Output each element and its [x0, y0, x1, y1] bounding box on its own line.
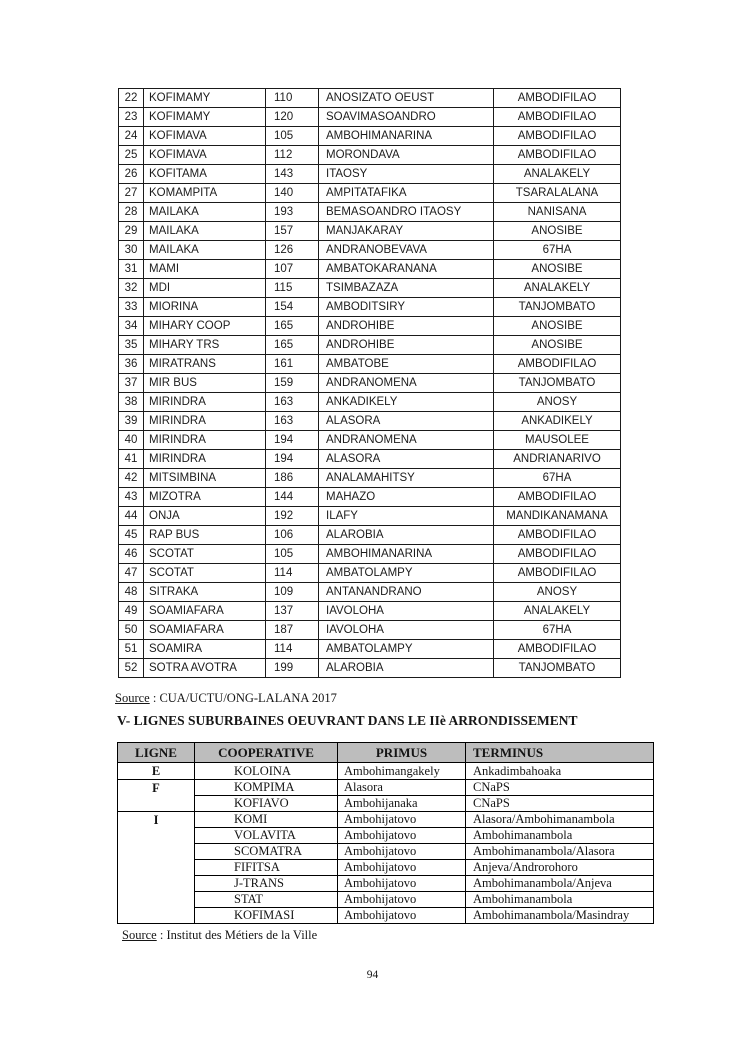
cell-terminus: ANKADIKELY — [494, 412, 621, 431]
cell-terminus: 67HA — [494, 621, 621, 640]
cell-terminus: Alasora/Ambohimanambola — [466, 812, 654, 828]
cell-line-number: 163 — [266, 393, 319, 412]
cell-primus: AMBOHIMANARINA — [319, 545, 494, 564]
cell-primus: AMBATOLAMPY — [319, 640, 494, 659]
table-row — [119, 450, 621, 469]
cell-row-number: 52 — [119, 659, 144, 678]
cell-primus: ALASORA — [319, 450, 494, 469]
cell-cooperative: SITRAKA — [144, 583, 266, 602]
cell-cooperative: KOFIMAMY — [144, 108, 266, 127]
cell-primus: ALASORA — [319, 412, 494, 431]
cell-cooperative: MIRINDRA — [144, 450, 266, 469]
source-label: Source — [115, 691, 150, 705]
cell-ligne: E — [118, 763, 195, 780]
table-row — [119, 431, 621, 450]
cell-row-number: 25 — [119, 146, 144, 165]
cell-primus: ALAROBIA — [319, 526, 494, 545]
cell-line-number: 157 — [266, 222, 319, 241]
cell-cooperative: ONJA — [144, 507, 266, 526]
suburban-lines-table — [117, 742, 654, 924]
cell-terminus: TANJOMBATO — [494, 374, 621, 393]
table-row — [119, 393, 621, 412]
cell-cooperative: MAMI — [144, 260, 266, 279]
cell-terminus: CNaPS — [466, 796, 654, 812]
cell-primus: ANDROHIBE — [319, 336, 494, 355]
cell-terminus: CNaPS — [466, 780, 654, 796]
cell-primus: ANDRANOBEVAVA — [319, 241, 494, 260]
cell-cooperative: MIRINDRA — [144, 393, 266, 412]
cell-primus: ANALAMAHITSY — [319, 469, 494, 488]
cell-row-number: 38 — [119, 393, 144, 412]
cell-row-number: 35 — [119, 336, 144, 355]
cell-cooperative: KOMI — [195, 812, 338, 828]
cell-cooperative: RAP BUS — [144, 526, 266, 545]
cell-primus: ANDRANOMENA — [319, 431, 494, 450]
header-ligne: LIGNE — [118, 743, 195, 763]
urban-lines-table-body — [119, 89, 621, 678]
cell-terminus: Ambohimanambola/Anjeva — [466, 876, 654, 892]
cell-cooperative: KOFIMASI — [195, 908, 338, 924]
cell-line-number: 193 — [266, 203, 319, 222]
cell-terminus: AMBODIFILAO — [494, 89, 621, 108]
table-row — [118, 812, 654, 828]
cell-cooperative: MIHARY TRS — [144, 336, 266, 355]
table-row — [119, 279, 621, 298]
table-row — [119, 165, 621, 184]
cell-cooperative: MIORINA — [144, 298, 266, 317]
cell-terminus: AMBODIFILAO — [494, 488, 621, 507]
cell-row-number: 40 — [119, 431, 144, 450]
cell-terminus: ANALAKELY — [494, 165, 621, 184]
cell-line-number: 186 — [266, 469, 319, 488]
cell-row-number: 43 — [119, 488, 144, 507]
cell-primus: ANKADIKELY — [319, 393, 494, 412]
cell-row-number: 27 — [119, 184, 144, 203]
cell-primus: ANOSIZATO OEUST — [319, 89, 494, 108]
cell-line-number: 137 — [266, 602, 319, 621]
table-row — [119, 298, 621, 317]
cell-row-number: 44 — [119, 507, 144, 526]
cell-row-number: 32 — [119, 279, 144, 298]
cell-row-number: 30 — [119, 241, 144, 260]
table-row — [119, 602, 621, 621]
cell-cooperative: MAILAKA — [144, 203, 266, 222]
cell-terminus: AMBODIFILAO — [494, 355, 621, 374]
cell-line-number: 114 — [266, 640, 319, 659]
cell-line-number: 105 — [266, 545, 319, 564]
source-line-urban — [115, 691, 337, 706]
cell-terminus: AMBODIFILAO — [494, 526, 621, 545]
table-row — [118, 763, 654, 780]
cell-cooperative: SCOTAT — [144, 564, 266, 583]
cell-line-number: 120 — [266, 108, 319, 127]
cell-primus: ALAROBIA — [319, 659, 494, 678]
table-row — [119, 412, 621, 431]
source-text: : CUA/UCTU/ONG-LALANA 2017 — [149, 691, 337, 705]
cell-primus: BEMASOANDRO ITAOSY — [319, 203, 494, 222]
cell-line-number: 105 — [266, 127, 319, 146]
cell-cooperative: J-TRANS — [195, 876, 338, 892]
cell-primus: ILAFY — [319, 507, 494, 526]
suburban-lines-table-body — [118, 763, 654, 924]
cell-terminus: ANOSY — [494, 583, 621, 602]
cell-cooperative: SOAMIAFARA — [144, 621, 266, 640]
source-line-suburban — [122, 928, 317, 943]
cell-terminus: AMBODIFILAO — [494, 545, 621, 564]
cell-cooperative: MAILAKA — [144, 241, 266, 260]
cell-terminus: ANDRIANARIVO — [494, 450, 621, 469]
table-row — [119, 469, 621, 488]
cell-primus: AMBOHIMANARINA — [319, 127, 494, 146]
table-row — [119, 545, 621, 564]
cell-primus: MORONDAVA — [319, 146, 494, 165]
cell-terminus: Ambohimanambola — [466, 828, 654, 844]
cell-primus: Alasora — [338, 780, 466, 796]
cell-terminus: ANOSIBE — [494, 260, 621, 279]
cell-line-number: 165 — [266, 336, 319, 355]
cell-terminus: NANISANA — [494, 203, 621, 222]
cell-line-number: 194 — [266, 431, 319, 450]
cell-cooperative: SCOTAT — [144, 545, 266, 564]
cell-line-number: 140 — [266, 184, 319, 203]
table-row — [119, 374, 621, 393]
cell-ligne: I — [118, 812, 195, 924]
header-primus: PRIMUS — [338, 743, 466, 763]
cell-cooperative: MIRATRANS — [144, 355, 266, 374]
cell-row-number: 36 — [119, 355, 144, 374]
cell-line-number: 199 — [266, 659, 319, 678]
cell-cooperative: KOMPIMA — [195, 780, 338, 796]
cell-terminus: AMBODIFILAO — [494, 146, 621, 165]
cell-cooperative: KOFIMAMY — [144, 89, 266, 108]
cell-terminus: Ankadimbahoaka — [466, 763, 654, 780]
cell-line-number: 107 — [266, 260, 319, 279]
cell-terminus: 67HA — [494, 241, 621, 260]
cell-row-number: 42 — [119, 469, 144, 488]
cell-row-number: 23 — [119, 108, 144, 127]
cell-cooperative: KOFIMAVA — [144, 146, 266, 165]
table-row — [119, 507, 621, 526]
cell-terminus: ANALAKELY — [494, 279, 621, 298]
cell-line-number: 192 — [266, 507, 319, 526]
cell-terminus: AMBODIFILAO — [494, 108, 621, 127]
cell-line-number: 115 — [266, 279, 319, 298]
table-row — [118, 828, 654, 844]
table-row — [119, 146, 621, 165]
table-row — [119, 355, 621, 374]
cell-primus: Ambohijatovo — [338, 876, 466, 892]
cell-row-number: 26 — [119, 165, 144, 184]
cell-terminus: Anjeva/Androrohoro — [466, 860, 654, 876]
cell-primus: IAVOLOHA — [319, 621, 494, 640]
table-row — [119, 621, 621, 640]
cell-primus: IAVOLOHA — [319, 602, 494, 621]
table-row — [119, 317, 621, 336]
cell-terminus: 67HA — [494, 469, 621, 488]
cell-line-number: 165 — [266, 317, 319, 336]
cell-ligne: F — [118, 780, 195, 812]
table-row — [119, 659, 621, 678]
cell-terminus: MAUSOLEE — [494, 431, 621, 450]
cell-terminus: TANJOMBATO — [494, 659, 621, 678]
cell-primus: AMBATOKARANANA — [319, 260, 494, 279]
cell-cooperative: KOMAMPITA — [144, 184, 266, 203]
cell-terminus: ANOSIBE — [494, 222, 621, 241]
cell-terminus: AMBODIFILAO — [494, 564, 621, 583]
cell-cooperative: MIHARY COOP — [144, 317, 266, 336]
source-label: Source — [122, 928, 157, 942]
header-terminus: TERMINUS — [466, 743, 654, 763]
table-row — [119, 203, 621, 222]
cell-row-number: 48 — [119, 583, 144, 602]
cell-primus: Ambohijatovo — [338, 828, 466, 844]
cell-primus: TSIMBAZAZA — [319, 279, 494, 298]
cell-row-number: 51 — [119, 640, 144, 659]
cell-line-number: 194 — [266, 450, 319, 469]
cell-cooperative: MAILAKA — [144, 222, 266, 241]
table-row — [119, 260, 621, 279]
cell-row-number: 31 — [119, 260, 144, 279]
table-row — [119, 564, 621, 583]
cell-line-number: 110 — [266, 89, 319, 108]
cell-line-number: 126 — [266, 241, 319, 260]
cell-row-number: 29 — [119, 222, 144, 241]
cell-cooperative: KOFITAMA — [144, 165, 266, 184]
cell-primus: ANDRANOMENA — [319, 374, 494, 393]
page-number: 94 — [366, 969, 379, 981]
cell-row-number: 34 — [119, 317, 144, 336]
cell-row-number: 41 — [119, 450, 144, 469]
cell-cooperative: SOAMIRA — [144, 640, 266, 659]
cell-line-number: 163 — [266, 412, 319, 431]
cell-line-number: 114 — [266, 564, 319, 583]
cell-row-number: 49 — [119, 602, 144, 621]
cell-primus: Ambohimangakely — [338, 763, 466, 780]
cell-terminus: Ambohimanambola/Masindray — [466, 908, 654, 924]
cell-terminus: ANOSY — [494, 393, 621, 412]
cell-primus: Ambohijatovo — [338, 844, 466, 860]
table-header-row — [118, 743, 654, 763]
cell-cooperative: KOFIAVO — [195, 796, 338, 812]
cell-line-number: 187 — [266, 621, 319, 640]
cell-primus: MANJAKARAY — [319, 222, 494, 241]
cell-cooperative: MIR BUS — [144, 374, 266, 393]
table-row — [118, 796, 654, 812]
cell-terminus: AMBODIFILAO — [494, 640, 621, 659]
cell-row-number: 37 — [119, 374, 144, 393]
cell-row-number: 24 — [119, 127, 144, 146]
cell-line-number: 159 — [266, 374, 319, 393]
table-row — [119, 241, 621, 260]
cell-row-number: 39 — [119, 412, 144, 431]
table-row — [119, 526, 621, 545]
table-row — [118, 860, 654, 876]
cell-primus: AMPITATAFIKA — [319, 184, 494, 203]
cell-terminus: AMBODIFILAO — [494, 127, 621, 146]
cell-row-number: 22 — [119, 89, 144, 108]
cell-line-number: 109 — [266, 583, 319, 602]
cell-primus: Ambohijatovo — [338, 860, 466, 876]
table-row — [118, 892, 654, 908]
cell-terminus: ANALAKELY — [494, 602, 621, 621]
cell-terminus: TSARALALANA — [494, 184, 621, 203]
urban-lines-table — [118, 88, 621, 678]
cell-row-number: 47 — [119, 564, 144, 583]
table-row — [118, 780, 654, 796]
table-row — [119, 108, 621, 127]
cell-terminus: TANJOMBATO — [494, 298, 621, 317]
cell-terminus: Ambohimanambola/Alasora — [466, 844, 654, 860]
cell-line-number: 106 — [266, 526, 319, 545]
cell-cooperative: FIFITSA — [195, 860, 338, 876]
cell-cooperative: KOFIMAVA — [144, 127, 266, 146]
cell-cooperative: MIZOTRA — [144, 488, 266, 507]
cell-primus: ANTANANDRANO — [319, 583, 494, 602]
cell-primus: MAHAZO — [319, 488, 494, 507]
table-row — [118, 844, 654, 860]
cell-cooperative: MDI — [144, 279, 266, 298]
cell-primus: SOAVIMASOANDRO — [319, 108, 494, 127]
cell-cooperative: KOLOINA — [195, 763, 338, 780]
cell-cooperative: MITSIMBINA — [144, 469, 266, 488]
table-row — [119, 127, 621, 146]
table-row — [118, 876, 654, 892]
cell-row-number: 33 — [119, 298, 144, 317]
cell-row-number: 28 — [119, 203, 144, 222]
table-row — [119, 640, 621, 659]
cell-line-number: 143 — [266, 165, 319, 184]
cell-primus: AMBATOLAMPY — [319, 564, 494, 583]
cell-primus: AMBATOBE — [319, 355, 494, 374]
cell-cooperative: VOLAVITA — [195, 828, 338, 844]
cell-row-number: 46 — [119, 545, 144, 564]
cell-line-number: 112 — [266, 146, 319, 165]
cell-primus: ITAOSY — [319, 165, 494, 184]
cell-primus: Ambohijatovo — [338, 908, 466, 924]
cell-primus: Ambohijanaka — [338, 796, 466, 812]
table-row — [119, 89, 621, 108]
source-text: : Institut des Métiers de la Ville — [156, 928, 318, 942]
cell-terminus: ANOSIBE — [494, 336, 621, 355]
table-row — [119, 184, 621, 203]
cell-row-number: 45 — [119, 526, 144, 545]
cell-cooperative: SOAMIAFARA — [144, 602, 266, 621]
cell-terminus: MANDIKANAMANA — [494, 507, 621, 526]
cell-cooperative: MIRINDRA — [144, 431, 266, 450]
table-row — [119, 222, 621, 241]
table-row — [119, 336, 621, 355]
cell-primus: ANDROHIBE — [319, 317, 494, 336]
cell-primus: Ambohijatovo — [338, 812, 466, 828]
section-heading: V- LIGNES SUBURBAINES OEUVRANT DANS LE IIè ARRONDISSEMENT — [117, 713, 578, 728]
cell-line-number: 161 — [266, 355, 319, 374]
cell-primus: AMBODITSIRY — [319, 298, 494, 317]
table-row — [118, 908, 654, 924]
cell-primus: Ambohijatovo — [338, 892, 466, 908]
table-row — [119, 583, 621, 602]
cell-row-number: 50 — [119, 621, 144, 640]
header-cooperative: COOPERATIVE — [195, 743, 338, 763]
cell-terminus: ANOSIBE — [494, 317, 621, 336]
cell-line-number: 154 — [266, 298, 319, 317]
table-row — [119, 488, 621, 507]
cell-terminus: Ambohimanambola — [466, 892, 654, 908]
cell-cooperative: STAT — [195, 892, 338, 908]
cell-cooperative: MIRINDRA — [144, 412, 266, 431]
cell-cooperative: SOTRA AVOTRA — [144, 659, 266, 678]
cell-line-number: 144 — [266, 488, 319, 507]
cell-cooperative: SCOMATRA — [195, 844, 338, 860]
